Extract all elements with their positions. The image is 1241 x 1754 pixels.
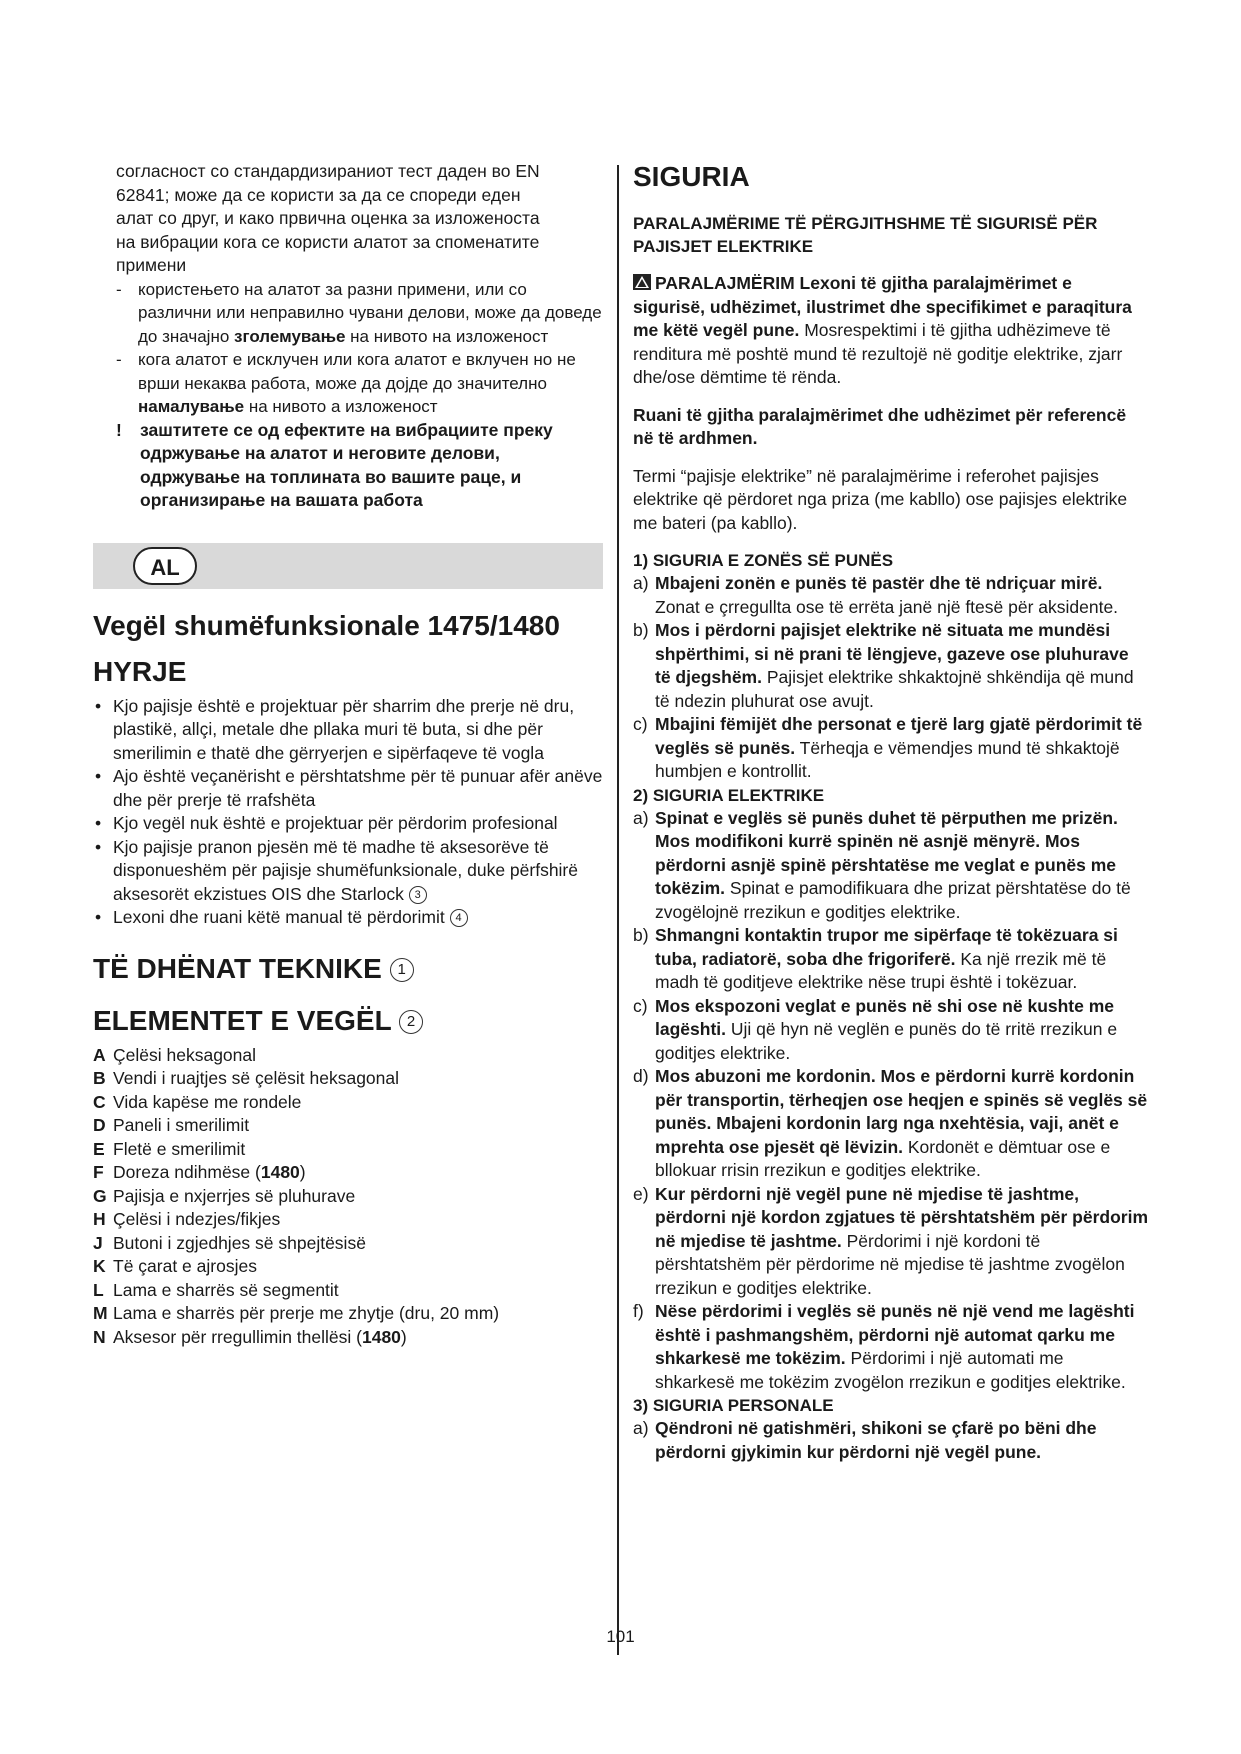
element-item: H Çelësi i ndezjes/fikjes xyxy=(93,1209,281,1229)
figure-ref-icon: 3 xyxy=(409,886,427,904)
safety-item: a) Qëndroni në gatishmëri, shikoni se çfarë po bëni dhe përdorni gjykimin kur përdorni një vegël pune. xyxy=(633,1418,1097,1462)
intro-line: согласност со стандардизираниот тест даден во EN xyxy=(116,161,540,181)
product-title: Vegël shumëfunksionale 1475/1480 xyxy=(93,609,560,641)
column-divider xyxy=(617,165,619,1655)
safety-item: d) Mos abuzoni me kordonin. Mos e përdorni kurrë kordonin për transportin, tërheqjen ose heqjen e spinës së veglës së punës. Mbajeni kordonin larg nga nxehtësia, vaji, anët e mprehta ose pjesët që lëvizin. Kordonët e dëmtuar ose e bllokuar rrisin rrezikun e goditjes elektrike. xyxy=(633,1066,1148,1180)
elements-list xyxy=(93,1044,603,1350)
warning-paragraph: PARALAJMËRIM Lexoni të gjitha paralajmërimet e sigurisë, udhëzimet, ilustrimet dhe specifikimet e paraqitura me këtë vegël pune. Mosrespektimi i të gjitha udhëzimeve të renditura më poshtë mund të rezultojë në goditje elektrike, zjarr dhe/ose dëmtime të rënda. xyxy=(633,273,1132,387)
dash-item: - користењето на алатот за разни примени, или со различни или неправилно чувани делови, може да доведе до значајно зголемување на нивото на изложеност xyxy=(116,279,602,346)
safety-item: c) Mbajini fëmijët dhe personat e tjerë larg gjatë përdorimit të veglës së punës. Tërheqja e vëmendjes mund të shkaktojë humbjen e kontrollit. xyxy=(633,714,1143,781)
safety-item: e) Kur përdorni një vegël pune në mjedise të jashtme, përdorni një kordon zgjatues të përshtatshëm për përdorim në mjedise të jashtme. Përdorimi i një kordoni të përshtatshëm për përdorime në mjedise të jashtme zvogëlon rrezikun e goditjes elektrike. xyxy=(633,1183,1149,1298)
figure-ref-icon: 1 xyxy=(390,958,414,982)
safety-subheading: PARALAJMËRIME TË PËRGJITHSHME TË SIGURISË PËR PAJISJET ELEKTRIKE xyxy=(633,214,1098,256)
intro-line: на вибрации кога се користи алатот за споменатите xyxy=(116,231,540,252)
section-heading: 3) SIGURIA PERSONALE xyxy=(633,1396,834,1415)
intro-paragraph xyxy=(116,160,603,278)
intro-line: примени xyxy=(116,255,187,275)
left-column xyxy=(93,160,603,1349)
section-heading: 1) SIGURIA E ZONËS SË PUNËS xyxy=(633,551,894,570)
safety-item: a) Mbajeni zonën e punës të pastër dhe të ndriçuar mirë. Zonat e çrregullta ose të errëta janë një ftesë për aksidente. xyxy=(633,573,1119,617)
tech-data-heading: TË DHËNAT TEKNIKE 1 xyxy=(93,952,603,986)
element-item: E Fletë e smerilimit xyxy=(93,1138,246,1159)
elements-heading: ELEMENTET E VEGËL 2 xyxy=(93,1004,603,1038)
term-definition: Termi “pajisje elektrike” në paralajmërime i referohet pajisjes elektrike që përdoret nga priza (me kabllo) ose pajisjes elektrike me bateri (pa kabllo). xyxy=(633,465,1128,533)
bullet-item: • Lexoni dhe ruani këtë manual të përdorimit 4 xyxy=(95,906,603,930)
intro-line: 62841; може да се користи за да се спореди еден xyxy=(116,184,521,205)
element-item: C Vida kapëse me rondele xyxy=(93,1091,302,1112)
element-item: N Aksesor për rregullimin thellësi (1480) xyxy=(93,1326,407,1347)
bullet-item: • Kjo vegël nuk është e projektuar për përdorim profesional xyxy=(95,813,558,833)
safety-item: f) Nëse përdorimi i veglës së punës në një vend me lagështi është i pashmangshëm, përdorni një automat qarku me shkarkesë me tokëzim. Përdorimi i një automati me shkarkesë me tokëzim zvogëlon rrezikun e goditjes elektrike. xyxy=(633,1301,1135,1392)
element-item: F Doreza ndihmëse (1480) xyxy=(93,1162,306,1182)
safety-item: c) Mos ekspozoni veglat e punës në shi ose në kushte me lagështi. Uji që hyn në veglën e punës do të rritë rrezikun e goditjes elektrike. xyxy=(633,995,1118,1063)
safety-item: b) Mos i përdorni pajisjet elektrike në situata me mundësi shpërthimi, si në prani të lëngjeve, gazeve ose pluhurave të djegshëm. Pajisjet elektrike shkaktojnë shkëndija që mund të ndezin pluhurat ose avujt. xyxy=(633,620,1134,711)
language-bar xyxy=(93,543,603,589)
intro-heading: HYRJE xyxy=(93,655,187,687)
element-item: B Vendi i ruajtjes së çelësit heksagonal xyxy=(93,1068,400,1088)
dash-item: - кога алатот е исклучен или кога алатот е вклучен но не врши некаква работа, може да дојде до значително намалување на нивото а изложеност xyxy=(116,350,576,416)
element-item: G Pajisja e nxjerrjes së pluhurave xyxy=(93,1185,356,1206)
element-item: J Butoni i zgjedhjes së shpejtësisë xyxy=(93,1232,366,1253)
figure-ref-icon: 4 xyxy=(450,909,468,927)
bullet-item: • Ajo është veçanërisht e përshtatshme për të punuar afër anëve dhe për prerje të rrafshëta xyxy=(95,766,603,810)
page-number: 101 xyxy=(606,1627,635,1646)
save-instructions: Ruani të gjitha paralajmërimet dhe udhëzimet për referencë në të ardhmen. xyxy=(633,404,1127,448)
element-item: L Lama e sharrës së segmentit xyxy=(93,1279,339,1300)
warning-triangle-icon xyxy=(633,274,651,290)
intro-bullets xyxy=(95,695,603,930)
bullet-item: • Kjo pajisje pranon pjesën më të madhe të aksesorëve të disponueshëm për pajisje shumëfunksionale, duke përfshirë aksesorët ekzistues OIS dhe Starlock 3 xyxy=(95,836,578,904)
safety-item: a) Spinat e veglës së punës duhet të përputhen me prizën. Mos modifikoni kurrë spinën në asnjë mënyrë. Mos përdorni asnjë spinë përshtatëse me veglat e punës me tokëzim. Spinat e pamodifikuara dhe prizat përshtatëse do të zvogëlojnë rrezikun e goditjes elektrike. xyxy=(633,807,1131,922)
element-item: M Lama e sharrës për prerje me zhytje (dru, 20 mm) xyxy=(93,1303,500,1323)
right-column xyxy=(633,160,1148,1464)
safety-heading: SIGURIA xyxy=(633,161,750,192)
figure-ref-icon: 2 xyxy=(399,1010,423,1034)
element-item: D Paneli i smerilimit xyxy=(93,1115,250,1135)
element-item: A Çelësi heksagonal xyxy=(93,1044,257,1065)
vibration-warning: ! заштитете се од ефектите на вибрациите преку одржување на алатот и неговите делови, одржување на топлината во вашите раце, и организирање на вашата работа xyxy=(116,419,553,510)
section-heading: 2) SIGURIA ELEKTRIKE xyxy=(633,785,825,805)
bullet-item: • Kjo pajisje është e projektuar për sharrim dhe prerje në dru, plastikë, allçi, metale dhe pllaka muri të buta, si dhe për smerilimin e thatë dhe gërryerjen e sipërfaqeve të vogla xyxy=(95,695,575,763)
safety-item: b) Shmangni kontaktin trupor me sipërfaqe të tokëzuara si tuba, radiatorë, soba dhe frigoriferë. Ka një rrezik më të madh të goditjeve elektrike nëse trupi është i tokëzuar. xyxy=(633,925,1118,992)
language-badge: AL xyxy=(133,547,197,585)
element-item: K Të çarat e ajrosjes xyxy=(93,1256,257,1276)
intro-line: алат со друг, и како првична оценка за изложеноста xyxy=(116,208,540,228)
